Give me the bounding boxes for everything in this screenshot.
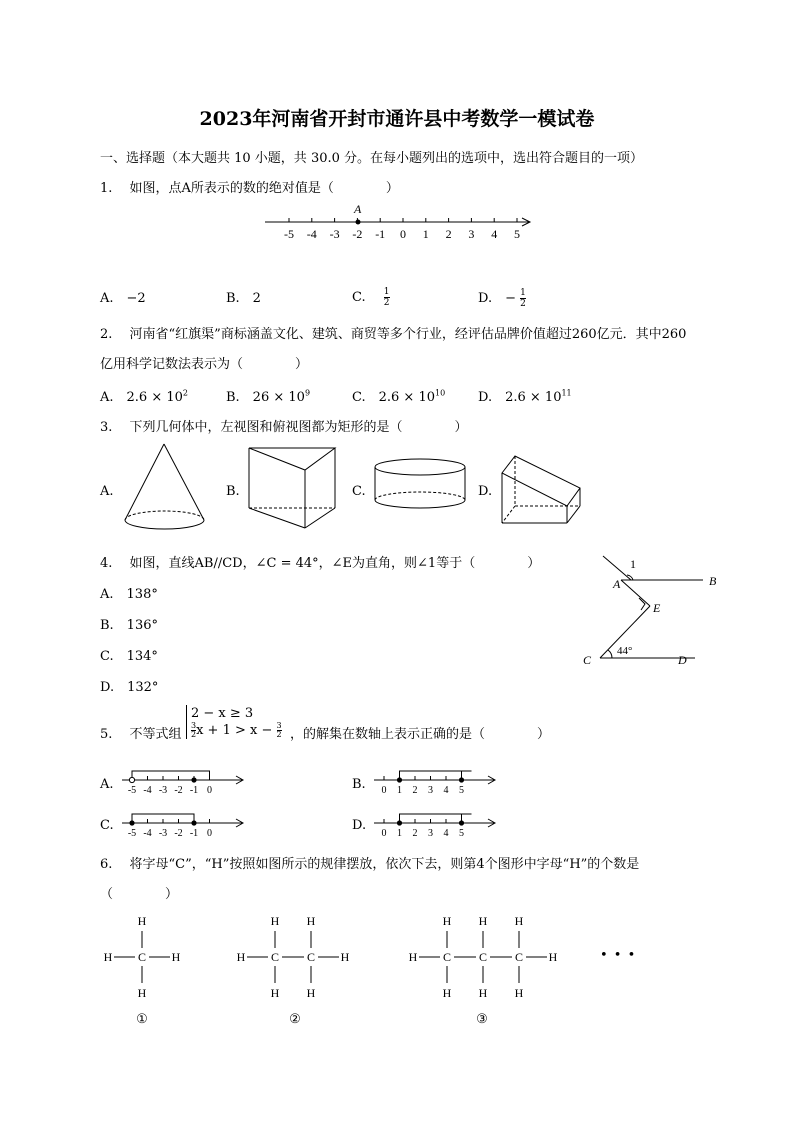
open-point — [129, 777, 134, 782]
hydrogen-atom: H — [478, 986, 488, 1000]
caption-3: ③ — [476, 1011, 488, 1026]
tick-label: 4 — [443, 828, 449, 839]
hydrogen-atom: H — [171, 950, 181, 964]
option-label: D. − — [478, 291, 516, 306]
label-point-a: A — [613, 577, 621, 591]
hydrogen-atom: H — [137, 986, 147, 1000]
question-2-stem-line2: 亿用科学记数法表示为（ ） — [100, 357, 309, 372]
closed-point — [191, 777, 196, 782]
q2-option-a[interactable]: A. $2.6 \times 10^2$ — [100, 388, 188, 405]
question-4-stem: 4. 如图，直线AB//CD，∠C = 44°，∠E为直角，则∠1等于（ ） — [100, 556, 541, 571]
tick-label: -2 — [352, 227, 363, 241]
tick-label: -1 — [189, 785, 199, 796]
tick-label: 4 — [491, 227, 498, 241]
carbon-atom: C — [306, 950, 316, 964]
tick-label: 2 — [412, 785, 418, 796]
tick-label: 0 — [207, 828, 212, 839]
fraction-half: $\frac{1}{2}$ — [383, 287, 390, 308]
tick-label: -5 — [284, 227, 294, 241]
hydrogen-atom: H — [408, 950, 418, 964]
hydrogen-atom: H — [103, 950, 113, 964]
page-title: 2023年河南省开封市通许县中考数学一模试卷 — [199, 108, 595, 130]
closed-point — [459, 777, 464, 782]
hydrogen-atom: H — [442, 914, 452, 928]
label-angle-1: 1 — [630, 557, 636, 571]
q1-option-b[interactable]: B. 2 — [226, 291, 261, 306]
tick-label: 3 — [468, 227, 475, 241]
label-point-c: C — [583, 653, 592, 667]
closed-point — [459, 820, 464, 825]
label-point-d: D — [678, 653, 687, 667]
q5-option-c[interactable]: C. — [100, 818, 114, 833]
q5a-number-line — [120, 762, 260, 800]
caption-1: ① — [136, 1011, 148, 1026]
question-1-stem: 1. 如图，点A所表示的数的绝对值是（ ） — [100, 181, 399, 196]
carbon-atom: C — [137, 950, 147, 964]
molecule-figures — [95, 905, 575, 1030]
closed-point — [191, 820, 196, 825]
inequality-2: $\frac{3}{2}$ x + 1 > x − $\frac{3}{2}$ — [191, 721, 282, 739]
carbon-atom: C — [478, 950, 488, 964]
q3-option-d[interactable]: D. — [478, 484, 493, 499]
closed-point — [129, 820, 134, 825]
tick-label: -4 — [306, 227, 317, 241]
q2-option-c[interactable]: C. $2.6 \times 10^{10}$ — [352, 388, 446, 405]
tick-label: 4 — [443, 785, 449, 796]
parallel-lines-figure — [575, 548, 735, 673]
question-6-blank: （ ） — [100, 887, 179, 902]
tick-label: -3 — [158, 828, 168, 839]
hydrogen-atom: H — [306, 986, 316, 1000]
hydrogen-atom: H — [548, 950, 558, 964]
question-2-stem-line1: 2. 河南省“红旗渠”商标涵盖文化、建筑、商贸等多个行业，经评估品牌价值超过260亿元．其中260 — [100, 327, 687, 342]
q3-option-c[interactable]: C. — [352, 484, 366, 499]
q4-option-c[interactable]: C. 134° — [100, 649, 158, 664]
hydrogen-atom: H — [137, 914, 147, 928]
tick-label: 1 — [397, 828, 402, 839]
tick-label: 5 — [459, 828, 464, 839]
q4-option-b[interactable]: B. 136° — [100, 618, 158, 633]
cylinder-figure — [370, 455, 470, 525]
tick-label: 0 — [381, 828, 387, 839]
tick-label: 0 — [207, 785, 212, 796]
tick-label: 2 — [445, 227, 452, 241]
label-point-e: E — [653, 601, 661, 615]
cone-figure — [115, 440, 215, 535]
hydrogen-atom: H — [478, 914, 488, 928]
fraction-half: $\frac{1}{2}$ — [520, 288, 526, 309]
hydrogen-atom: H — [514, 914, 524, 928]
q1-option-d[interactable] — [478, 287, 526, 309]
inequality-1: 2 − x ≥ 3 — [191, 706, 254, 721]
tick-label: 0 — [400, 227, 406, 241]
q3-option-a[interactable]: A. — [100, 484, 114, 499]
tick-label: 1 — [422, 227, 429, 241]
caption-2: ② — [289, 1011, 301, 1026]
label-point-b: B — [709, 574, 717, 588]
hydrogen-atom: H — [514, 986, 524, 1000]
tick-label: 2 — [412, 828, 418, 839]
carbon-atom: C — [442, 950, 452, 964]
tick-label: -3 — [329, 227, 340, 241]
tick-label: -4 — [143, 828, 152, 839]
tick-label: 1 — [397, 785, 402, 796]
hydrogen-atom: H — [270, 986, 280, 1000]
tick-label: -1 — [189, 828, 199, 839]
tick-label: -2 — [174, 785, 183, 796]
q3-option-b[interactable]: B. — [226, 484, 240, 499]
tick-label: -4 — [143, 785, 152, 796]
carbon-atom: C — [270, 950, 280, 964]
section-heading: 一、选择题（本大题共 10 小题，共 30.0 分。在每小题列出的选项中，选出符合题目的一项） — [100, 151, 644, 166]
tick-label: 5 — [459, 785, 464, 796]
q5-option-d[interactable]: D. — [352, 818, 367, 833]
q5c-number-line — [120, 805, 260, 843]
carbon-atom: C — [514, 950, 524, 964]
tick-label: -2 — [174, 828, 183, 839]
tick-label: 3 — [428, 828, 433, 839]
question-5-stem: 5. 不等式组 — [100, 727, 182, 742]
inequality-system — [186, 705, 282, 739]
q5b-number-line — [372, 762, 512, 800]
solution-bracket — [132, 771, 210, 780]
question-5-stem-suffix: ，的解集在数轴上表示正确的是（ ） — [290, 727, 551, 742]
triangular-prism-figure — [240, 440, 340, 535]
point-a-label: A — [354, 202, 362, 216]
closed-point — [397, 777, 402, 782]
option-label: C. — [352, 290, 366, 305]
q1-option-a[interactable]: A. −2 — [100, 291, 146, 306]
q2-option-b[interactable]: B. $26 \times 10^9$ — [226, 388, 311, 405]
tick-label: -5 — [127, 828, 137, 839]
tick-label: -5 — [127, 785, 137, 796]
q5d-number-line — [372, 805, 512, 843]
q5-option-b[interactable]: B. — [352, 777, 366, 792]
q1-number-line — [260, 198, 540, 248]
tick-label: -1 — [375, 227, 386, 241]
ellipsis: • • • — [600, 948, 637, 963]
question-3-stem: 3. 下列几何体中，左视图和俯视图都为矩形的是（ ） — [100, 420, 468, 435]
q4-option-a[interactable]: A. 138° — [100, 587, 158, 602]
hydrogen-atom: H — [442, 986, 452, 1000]
tick-label: -3 — [158, 785, 168, 796]
hydrogen-atom: H — [236, 950, 246, 964]
question-6-stem: 6. 将字母“C”，“H”按照如图所示的规律摆放，依次下去，则第4个图形中字母“H”的个数是 — [100, 857, 640, 872]
tick-label: 3 — [428, 785, 433, 796]
closed-point — [397, 820, 402, 825]
q4-option-d[interactable]: D. 132° — [100, 680, 159, 695]
tick-label: 0 — [381, 785, 387, 796]
fraction-three-halves: $\frac{3}{2}$ — [276, 721, 282, 739]
point-a-marker — [356, 220, 361, 225]
fraction-three-halves: $\frac{3}{2}$ — [191, 721, 197, 739]
hydrogen-atom: H — [306, 914, 316, 928]
q5-option-a[interactable]: A. — [100, 777, 114, 792]
q2-option-d[interactable]: D. $2.6 \times 10^{11}$ — [478, 388, 572, 405]
q1-option-c[interactable] — [352, 287, 390, 308]
hydrogen-atom: H — [270, 914, 280, 928]
hydrogen-atom: H — [340, 950, 350, 964]
tick-label: 5 — [514, 227, 520, 241]
wedge-prism-figure — [495, 448, 590, 530]
label-angle-44: 44° — [617, 645, 633, 657]
